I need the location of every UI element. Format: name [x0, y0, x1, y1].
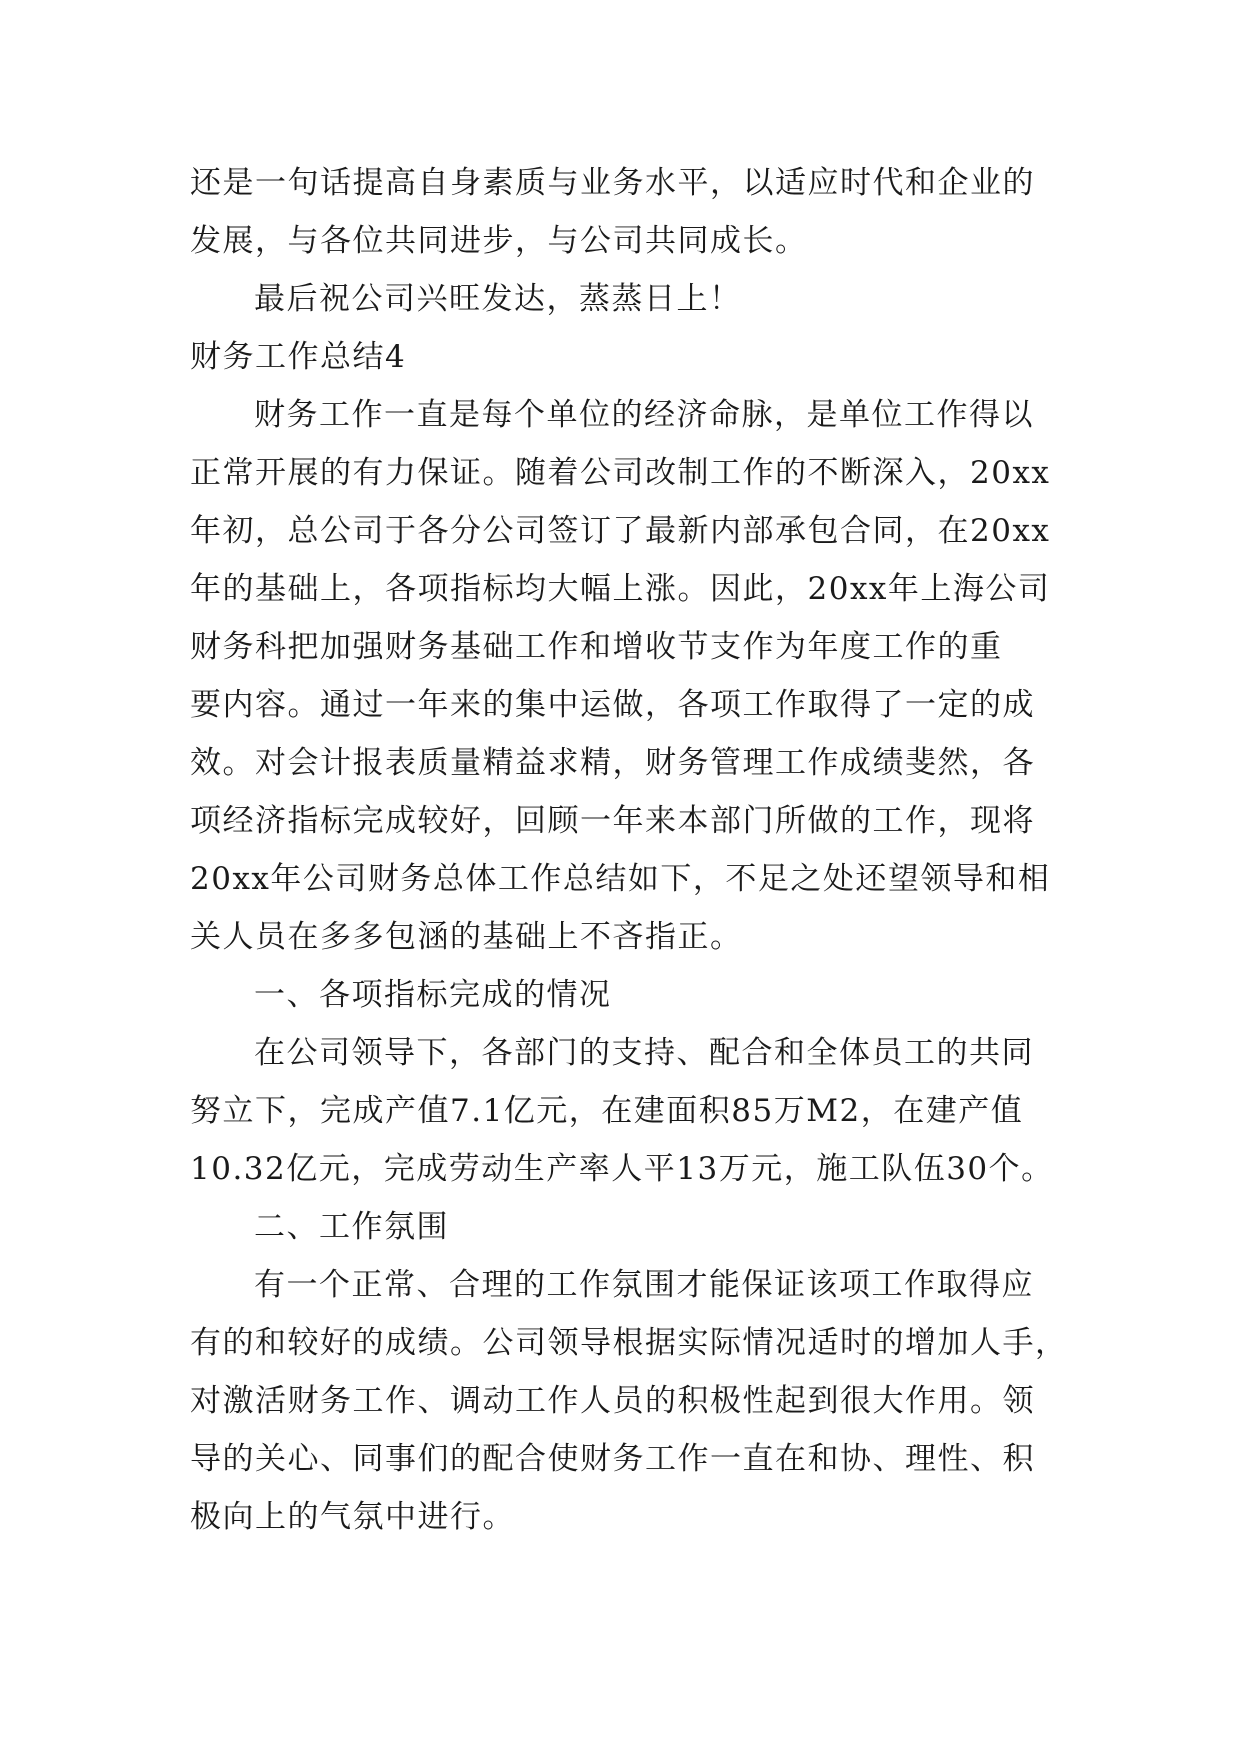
text-line: 导的关心、同事们的配合使财务工作一直在和协、理性、积 — [190, 1441, 1035, 1477]
text-line: 有一个正常、合理的工作氛围才能保证该项工作取得应 — [254, 1267, 1034, 1303]
text-line: 关人员在多多包涵的基础上不吝指正。 — [190, 919, 743, 955]
text-line: 财务工作一直是每个单位的经济命脉，是单位工作得以 — [254, 397, 1034, 433]
text-line: 财务科把加强财务基础工作和增收节支作为年度工作的重 — [190, 629, 1003, 665]
subsection-heading: 二、工作氛围 — [254, 1209, 449, 1245]
text-line: 努立下，完成产值7.1亿元，在建面积85万M2，在建产值 — [190, 1093, 1024, 1129]
text-line: 效。对会计报表质量精益求精，财务管理工作成绩斐然，各 — [190, 745, 1035, 781]
text-line: 年初，总公司于各分公司签订了最新内部承包合同，在20xx — [190, 513, 1051, 549]
text-line: 正常开展的有力保证。随着公司改制工作的不断深入，20xx — [190, 455, 1051, 491]
text-line: 对激活财务工作、调动工作人员的积极性起到很大作用。领 — [190, 1383, 1035, 1419]
text-line: 要内容。通过一年来的集中运做，各项工作取得了一定的成 — [190, 687, 1035, 723]
text-line: 20xx年公司财务总体工作总结如下，不足之处还望领导和相 — [190, 861, 1051, 897]
text-line: 10.32亿元，完成劳动生产率人平13万元，施工队伍30个。 — [190, 1151, 1054, 1187]
text-line: 极向上的气氛中进行。 — [190, 1499, 515, 1535]
document-body — [190, 154, 1068, 1546]
section-heading: 财务工作总结4 — [190, 339, 407, 375]
text-line: 最后祝公司兴旺发达，蒸蒸日上！ — [254, 281, 742, 317]
text-line: 有的和较好的成绩。公司领导根据实际情况适时的增加人手， — [190, 1325, 1068, 1361]
text-line: 项经济指标完成较好，回顾一年来本部门所做的工作，现将 — [190, 803, 1035, 839]
text-line: 在公司领导下，各部门的支持、配合和全体员工的共同 — [254, 1035, 1034, 1071]
text-line: 还是一句话提高自身素质与业务水平，以适应时代和企业的 — [190, 165, 1035, 201]
text-line: 发展，与各位共同进步，与公司共同成长。 — [190, 223, 808, 259]
subsection-heading: 一、各项指标完成的情况 — [254, 977, 612, 1013]
text-line: 年的基础上，各项指标均大幅上涨。因此，20xx年上海公司 — [190, 571, 1051, 607]
